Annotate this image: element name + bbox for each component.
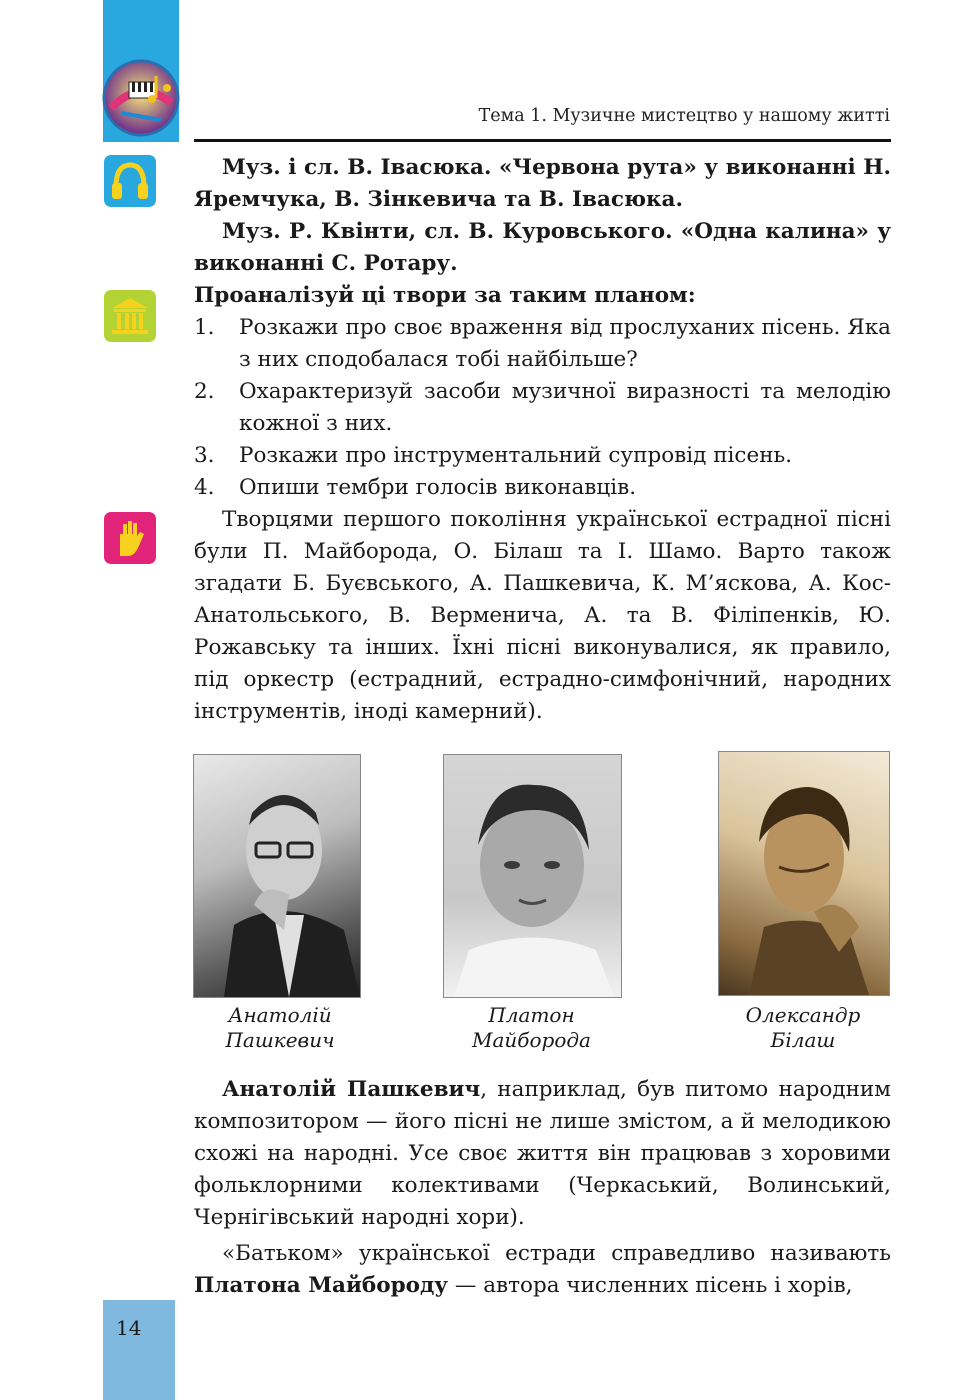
listening-item-2: Муз. Р. Квінти, сл. В. Куровського. «Одна калина» у виконанні С. Ротару. bbox=[194, 219, 891, 276]
headphones-icon bbox=[104, 155, 156, 207]
listening-item-1: Муз. і сл. В. Івасюка. «Червона рута» у виконанні Н. Яремчука, В. Зінкевича та В. Івасюка. bbox=[194, 155, 891, 212]
listening-block bbox=[194, 152, 891, 728]
caption-pashkevych: Анатолій Пашкевич bbox=[225, 1003, 335, 1052]
lower-text-block bbox=[194, 1074, 891, 1302]
page-number: 14 bbox=[116, 1316, 142, 1340]
caption-maiboroda: Платон Майборода bbox=[472, 1003, 591, 1052]
photo-pashkevych bbox=[193, 754, 361, 998]
photo-maiboroda bbox=[443, 754, 622, 998]
analysis-list bbox=[194, 312, 891, 504]
analysis-heading: Проаналізуй ці твори за таким планом: bbox=[194, 283, 696, 308]
chapter-title: Тема 1. Музичне мистецтво у нашому житті bbox=[478, 106, 890, 126]
list-item: 4. Опиши тембри голосів виконавців. bbox=[194, 475, 637, 500]
photo-bilash bbox=[718, 751, 890, 996]
music-logo-icon bbox=[101, 58, 181, 138]
list-item: 2. Охарактеризуй засоби музичної виразності та мелодію кожної з них. bbox=[194, 379, 891, 436]
list-item: 3. Розкажи про інструментальний супровід пісень. bbox=[194, 443, 793, 468]
hand-icon bbox=[104, 512, 156, 564]
paragraph-maiboroda: «Батьком» української естради справедливо називають Платона Майбороду — автора численних пісень і хорів, bbox=[194, 1241, 891, 1298]
header-divider bbox=[194, 139, 891, 142]
caption-bilash: Олександр Білаш bbox=[745, 1003, 861, 1052]
paragraph-first-generation: Творцями першого покоління української естрадної пісні були П. Майборода, О. Білаш та І. Шамо. Варто також згадати Б. Буєвського, А. Пашкевича, К. М’яскова, А. Кос-Анатольського, В. Верменича, А. та В. Філіпенків, Ю. Рожавську та інших. Їхні пісні виконувалися, як правило, під оркестр (естрадний, естрадно-симфонічний, народних інструментів, іноді камерний). bbox=[194, 507, 891, 724]
museum-icon bbox=[104, 290, 156, 342]
paragraph-pashkevych: Анатолій Пашкевич, наприклад, був питомо народним композитором — його пісні не лише змістом, а й мелодикою схожі на народні. Усе своє життя він працював з хоровими фольклорними колективами (Черкаський, Волинський, Чернігівський народні хори). bbox=[194, 1077, 891, 1230]
list-item: 1. Розкажи про своє враження від прослуханих пісень. Яка з них сподобалася тобі найбільше? bbox=[194, 315, 891, 372]
bottom-color-strip bbox=[103, 1300, 175, 1400]
